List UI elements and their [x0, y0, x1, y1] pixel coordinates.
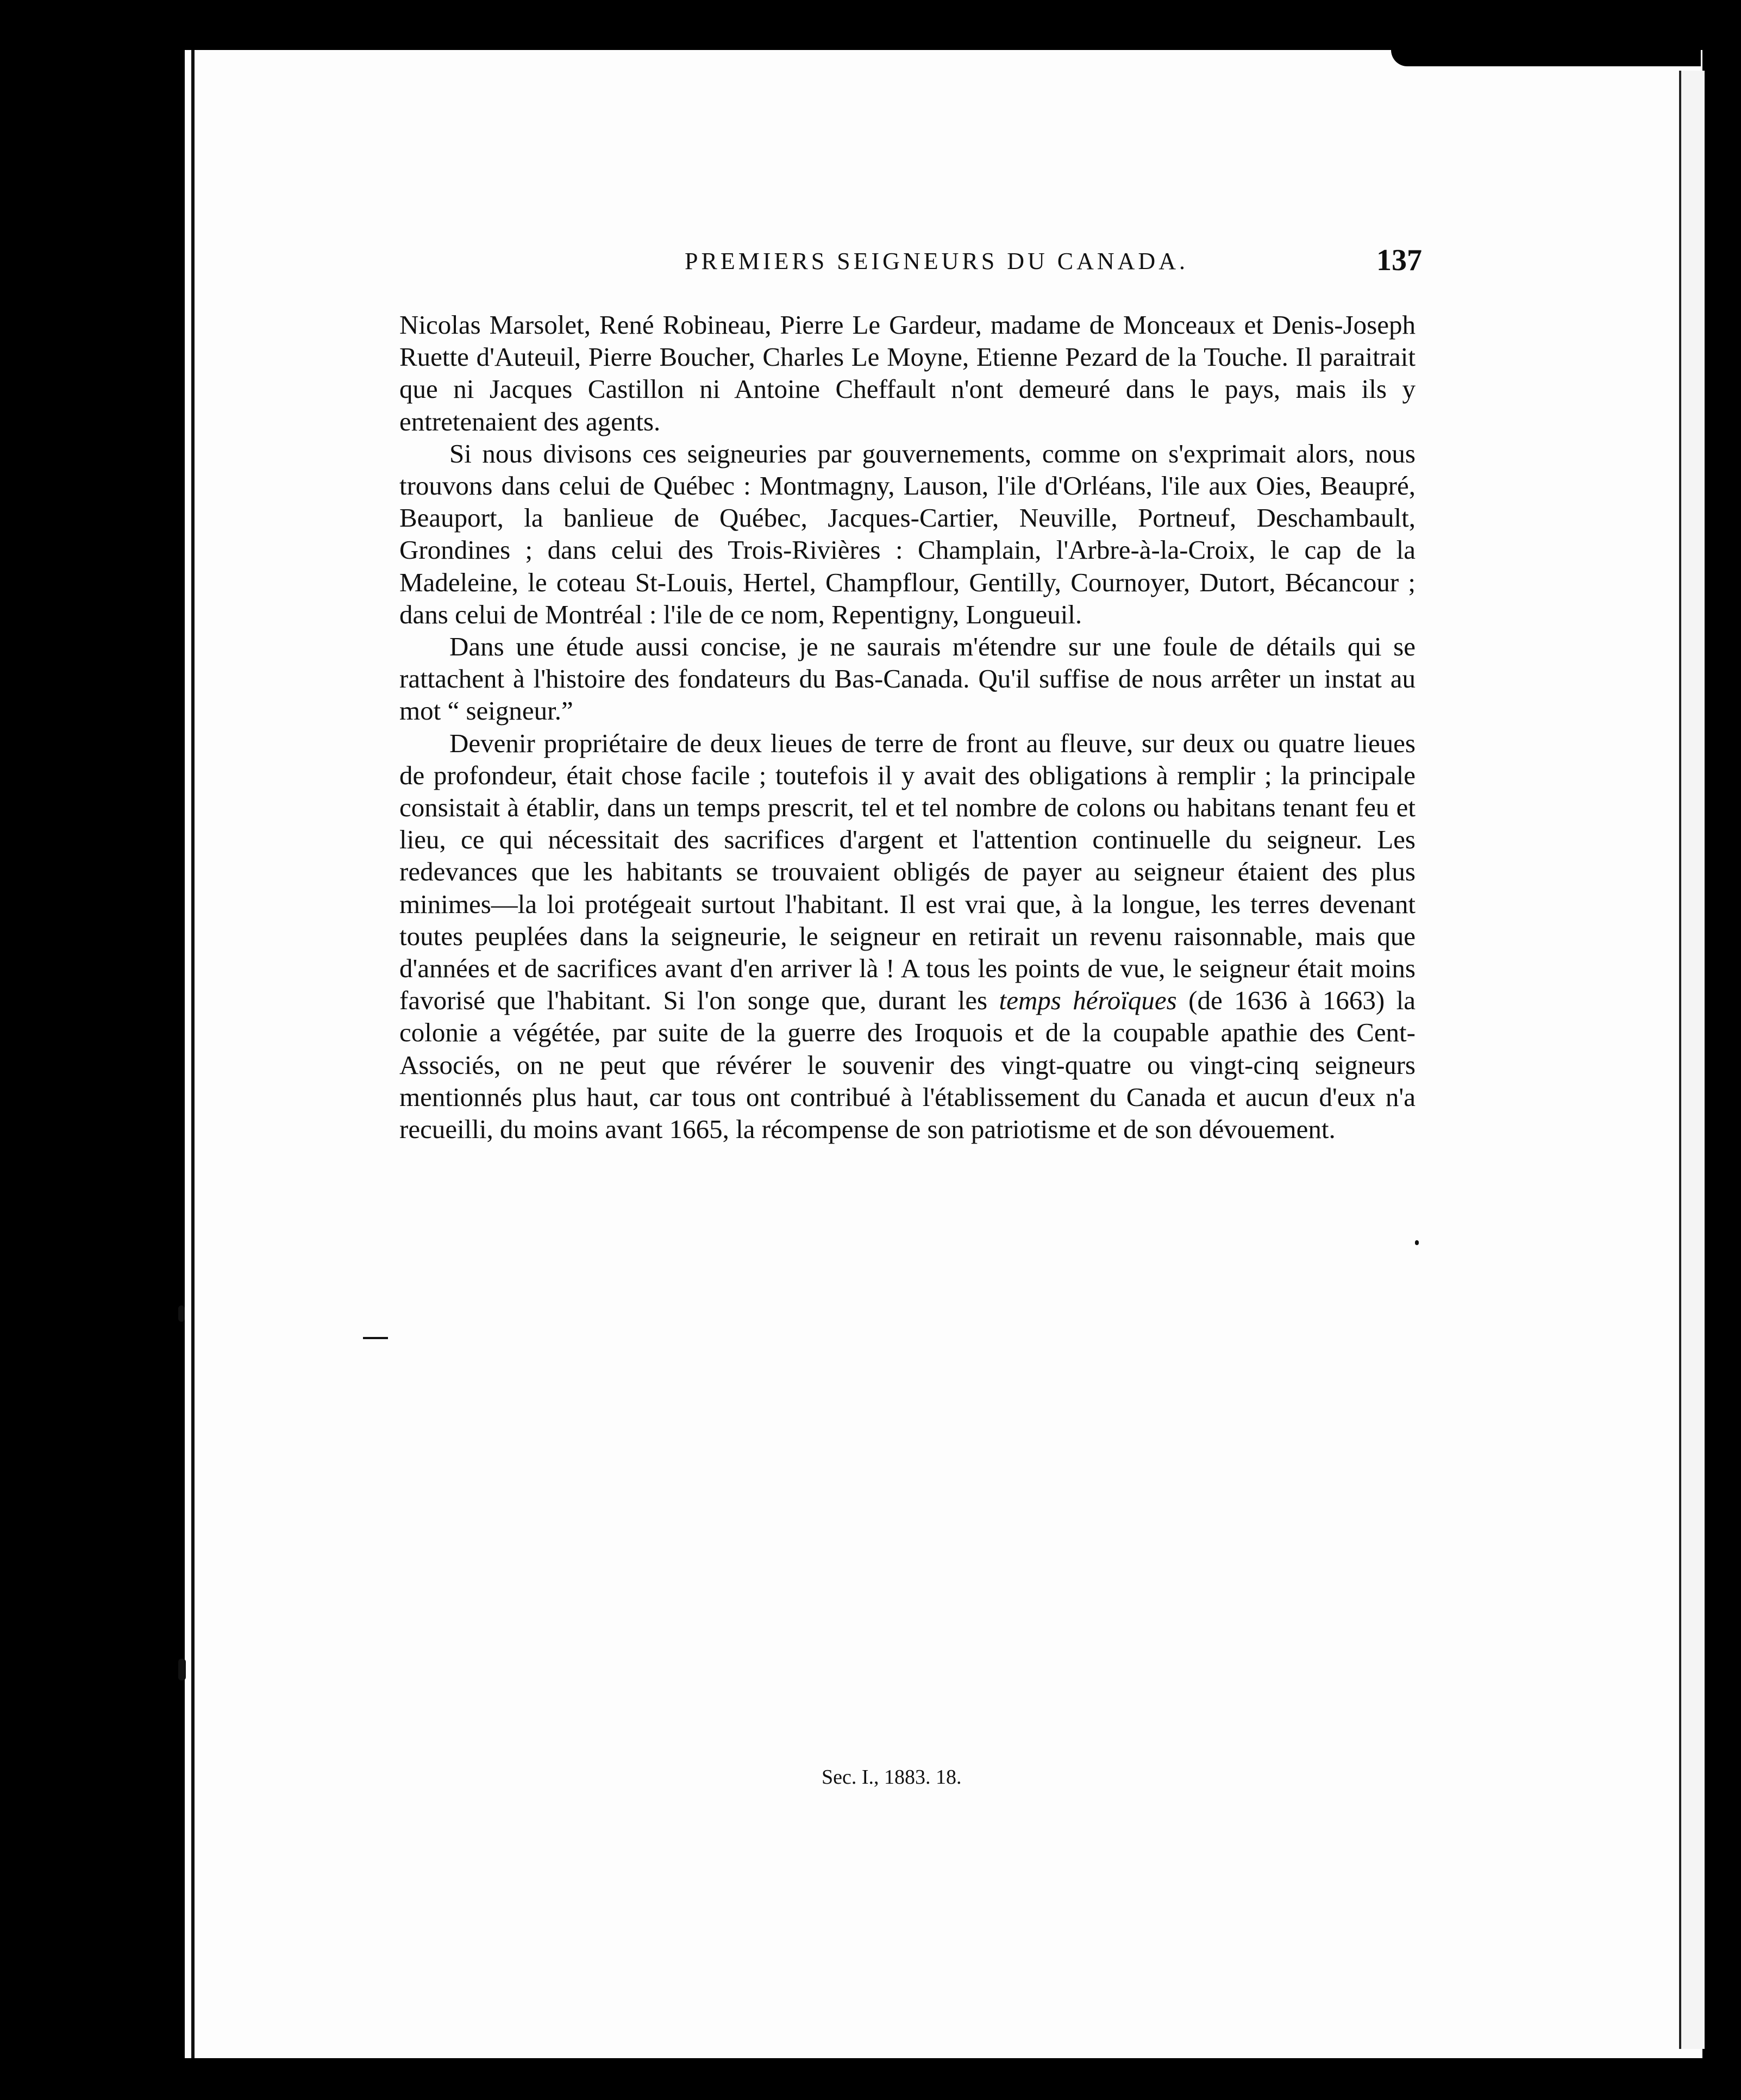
paragraph: Nicolas Marsolet, René Robineau, Pierre Le Gardeur, madame de Monceaux et Denis-Joseph Ruette d'Auteuil, Pierre Boucher, Charles Le Moyne, Etienne Pezard de la Touche. Il paraitrait que ni Jacques Castillon ni Antoine Cheffault n'ont demeuré dans le pays, mais ils y entretenaient des agents.: [399, 310, 1416, 436]
paragraph: Dans une étude aussi concise, je ne saurais m'étendre sur une foule de détails qui se rattachent à l'histoire des fondateurs du Bas-Canada. Qu'il suffise de nous arrêter un instat au mot “ seigneur.”: [399, 632, 1416, 726]
page-number: 137: [1376, 243, 1422, 277]
page-top-corner: [1391, 50, 1701, 66]
running-title: PREMIERS SEIGNEURS DU CANADA.: [685, 248, 1188, 274]
binding-edge: [185, 50, 195, 2058]
page-right-edge: [1679, 71, 1705, 2049]
paragraph-text: Devenir propriétaire de deux lieues de terre de front au fleuve, sur deux ou quatre lieues de profondeur, était chose facile ; toutefois il y avait des obligations à remplir ; la principale consistait à établir, dans un temps prescrit, tel et tel nombre de colons ou habitans tenant feu et lieu, ce qui nécessitait des sacrifices d'argent et l'attention continuelle du seigneur. Les redevances que les habitants se trouvaient obligés de payer au seigneur étaient des plus minimes—la loi protégeait surtout l'habitant. Il est vrai que, à la longue, les terres devenant toutes peuplées dans la seigneurie, le seigneur en retirait un revenu raisonnable, mais que d'années et de sacrifices avant d'en arriver là ! A tous les points de vue, le seigneur était moins favorisé que l'habitant. Si l'on songe que, durant les: [399, 728, 1416, 1016]
paragraph: Si nous divisons ces seigneuries par gouvernements, comme on s'exprimait alors, nous trouvons dans celui de Québec : Montmagny, Lauson, l'ile d'Orléans, l'ile aux Oies, Beaupré, Beauport, la banlieue de Québec, Jacques-Cartier, Neuville, Portneuf, Deschambault, Grondines ; dans celui des Trois-Rivières : Champlain, l'Arbre-à-la-Croix, le cap de la Madeleine, le coteau St-Louis, Hertel, Champflour, Gentilly, Cournoyer, Dutort, Bécancour ; dans celui de Montréal : l'ile de ce nom, Repentigny, Longueuil.: [399, 438, 1416, 629]
body-text: [399, 309, 1416, 1145]
scan-speck: [1415, 1240, 1419, 1245]
italic-phrase: temps héroïques: [999, 985, 1177, 1016]
paragraph-text: (de 1636 à 1663) la colonie a végétée, par suite de la guerre des Iroquois et de la coupable apathie des Cent-Associés, on ne peut que révérer le souvenir des vingt-quatre ou vingt-cinq seigneurs mentionnés plus haut, car tous ont contribué à l'établissement du Canada et aucun d'eux n'a recueilli, du moins avant 1665, la récompense de son patriotisme et de son dévouement.: [399, 985, 1416, 1145]
signature-mark: Sec. I., 1883. 18.: [822, 1766, 962, 1789]
scan-dash: [363, 1337, 388, 1339]
binding-notch: [178, 1659, 186, 1680]
binding-notch: [178, 1305, 185, 1322]
paragraph: [399, 727, 1416, 1146]
